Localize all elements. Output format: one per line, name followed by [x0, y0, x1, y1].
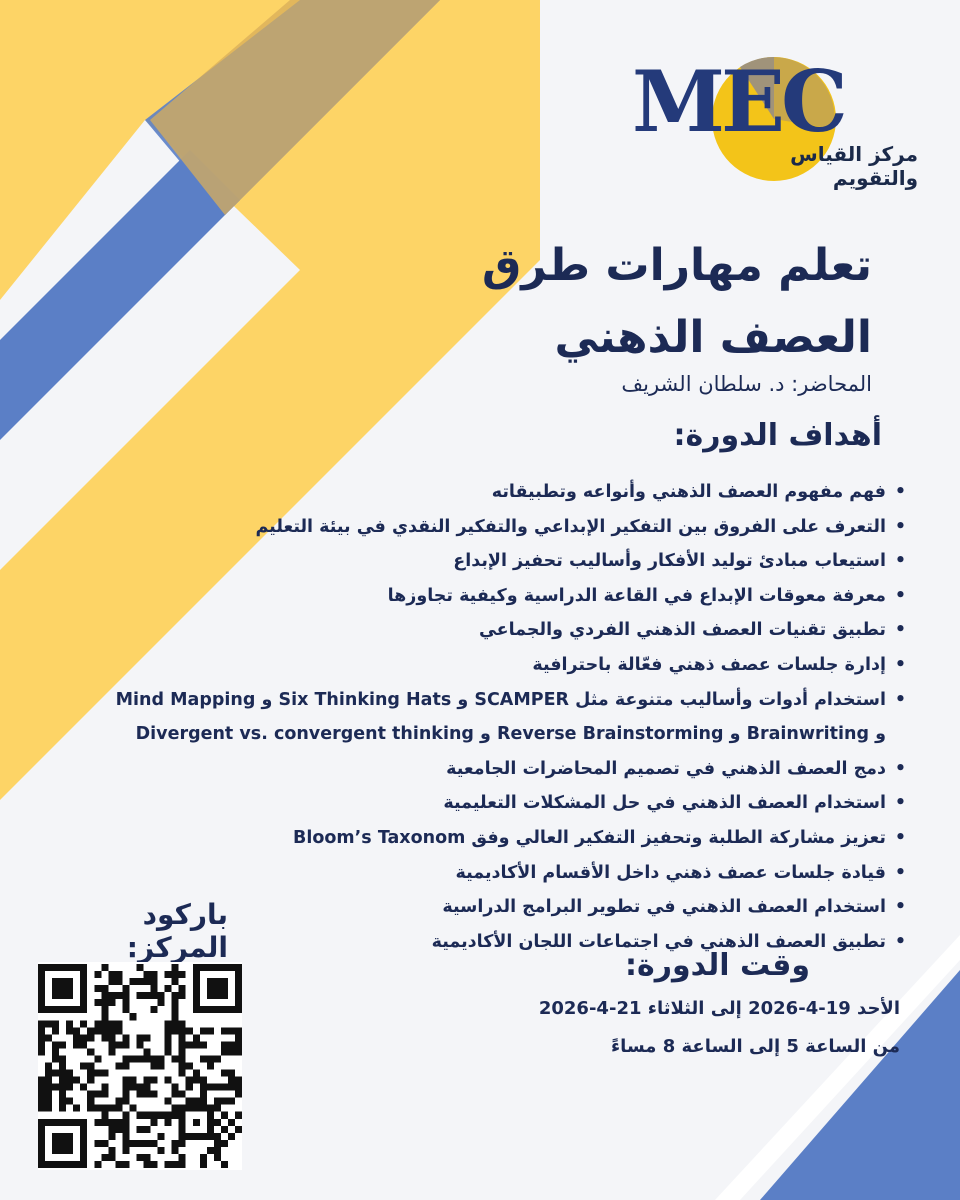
- lecturer-name: المحاضر: د. سلطان الشريف: [621, 372, 872, 396]
- goal-item: • استيعاب مبادئ توليد الأفكار وأساليب تحفيز الإبداع: [48, 544, 908, 579]
- goal-item: • إدارة جلسات عصف ذهني فعّالة باحترافية: [48, 648, 908, 683]
- goal-item: • تعزيز مشاركة الطلبة وتحفيز التفكير العالي وفق Bloom’s Taxonom: [48, 821, 908, 856]
- goals-list: [48, 475, 908, 959]
- goal-item: • استخدام أدوات وأساليب متنوعة مثل SCAMPER و Six Thinking Hats و Mind Mapping: [48, 683, 908, 718]
- course-title-line-1: تعلم مهارات طرق: [481, 240, 872, 291]
- course-title-line-2: العصف الذهني: [554, 312, 872, 363]
- goal-item: • تطبيق العصف الذهني في اجتماعات اللجان الأكاديمية: [48, 925, 908, 960]
- goal-item-continuation: و Brainwriting و Reverse Brainstorming و Divergent vs. convergent thinking: [135, 724, 886, 745]
- goal-item: • استخدام العصف الذهني في حل المشكلات التعليمية: [48, 786, 908, 821]
- goal-item: • قيادة جلسات عصف ذهني داخل الأقسام الأكاديمية: [48, 856, 908, 891]
- qr-code-icon[interactable]: [38, 962, 242, 1170]
- logo-subtitle: مركز القياس والتقويم: [790, 142, 918, 190]
- goal-item: • تطبيق تقنيات العصف الذهني الفردي والجماعي: [48, 613, 908, 648]
- course-dates: الأحد 19-4-2026 إلى الثلاثاء 21-4-2026: [538, 998, 900, 1019]
- course-time-heading: وقت الدورة:: [625, 948, 810, 983]
- goal-item: • دمج العصف الذهني في تصميم المحاضرات الجامعية: [48, 752, 908, 787]
- goal-item: • فهم مفهوم العصف الذهني وأنواعه وتطبيقاته: [48, 475, 908, 510]
- goal-item: • معرفة معوقات الإبداع في القاعة الدراسية وكيفية تجاوزها: [48, 579, 908, 614]
- goals-heading: أهداف الدورة:: [673, 418, 882, 453]
- course-hours: من الساعة 5 إلى الساعة 8 مساءً: [610, 1036, 900, 1057]
- barcode-label: باركود المركز:: [126, 898, 228, 964]
- goal-item: • استخدام العصف الذهني في تطوير البرامج الدراسية: [48, 890, 908, 925]
- logo-wordmark: MEC: [632, 52, 844, 151]
- goal-item: • التعرف على الفروق بين التفكير الإبداعي والتفكير النقدي في بيئة التعليم: [48, 510, 908, 545]
